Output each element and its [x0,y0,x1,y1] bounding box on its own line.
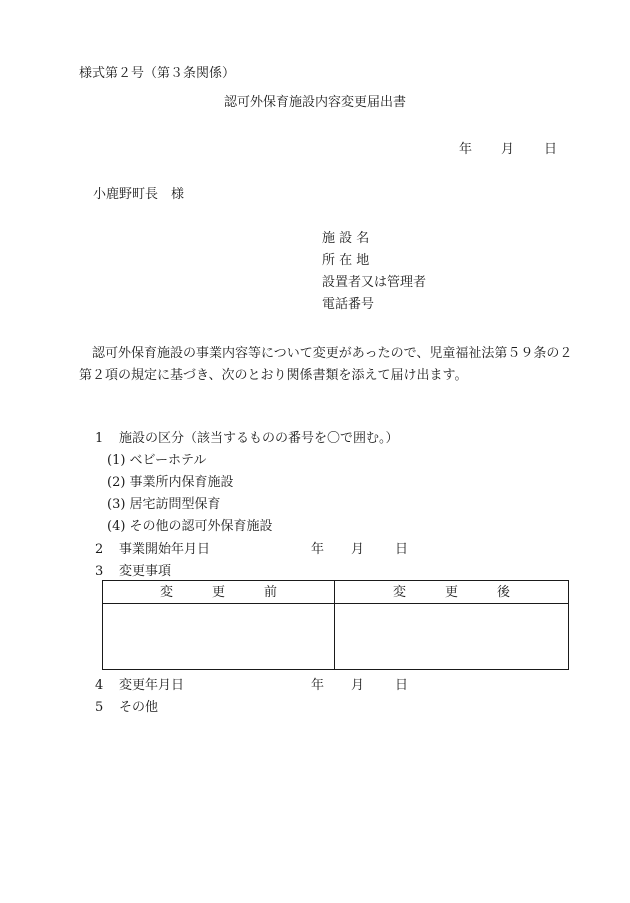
section-label: 施設の区分（該当するものの番号を〇で囲む。） [119,431,399,446]
section-start-date [95,543,210,556]
before-change-cell [103,604,335,670]
document-title: 認可外保育施設内容変更届出書 [223,95,406,110]
date-year: 年 [311,678,325,693]
option-home-visit-care: (3) 居宅訪問型保育 [107,497,221,512]
section-facility-type [95,432,399,445]
section-label: その他 [119,700,159,715]
phone-label: 電話番号 [322,297,375,312]
section-number: 2 [95,542,104,557]
facility-name-label: 施 設 名 [322,231,370,246]
start-date-fields [311,543,408,556]
section-change-date [95,679,184,692]
option-baby-hotel: (1) ベビーホテル [107,453,207,468]
submission-date [459,143,557,156]
before-change-header: 変 更 前 [103,581,335,604]
date-day: 日 [544,142,558,157]
change-date-fields [311,679,408,692]
body-paragraph: 認可外保育施設の事業内容等について変更があったので、児童福祉法第５９条の２第２項の規定に基づき、次のとおり関係書類を添えて届け出ます。 [79,346,573,383]
changes-table [102,580,569,670]
section-number: 3 [95,564,104,579]
section-number: 5 [95,700,104,715]
after-change-header: 変 更 後 [335,581,569,604]
form-number-label: 様式第２号（第３条関係） [79,66,236,81]
date-year: 年 [459,142,473,157]
addressee: 小鹿野町長 様 [93,187,185,202]
applicant-block [322,232,426,320]
option-other-facility: (4) その他の認可外保育施設 [107,519,273,534]
section-changes [95,565,171,578]
option-workplace-nursery: (2) 事業所内保育施設 [107,475,234,490]
section-label: 変更年月日 [119,678,185,693]
after-change-cell [335,604,569,670]
date-day: 日 [395,542,409,557]
operator-label: 設置者又は管理者 [322,275,427,290]
changes-table-header [103,581,569,604]
changes-table-row [103,604,569,670]
date-month: 月 [351,542,365,557]
date-month: 月 [501,142,515,157]
section-label: 事業開始年月日 [119,542,211,557]
section-other [95,701,158,714]
date-month: 月 [351,678,365,693]
section-label: 変更事項 [119,564,172,579]
location-label: 所 在 地 [322,253,370,268]
section-number: 4 [95,678,104,693]
date-day: 日 [395,678,409,693]
date-year: 年 [311,542,325,557]
section-number: 1 [95,431,104,446]
